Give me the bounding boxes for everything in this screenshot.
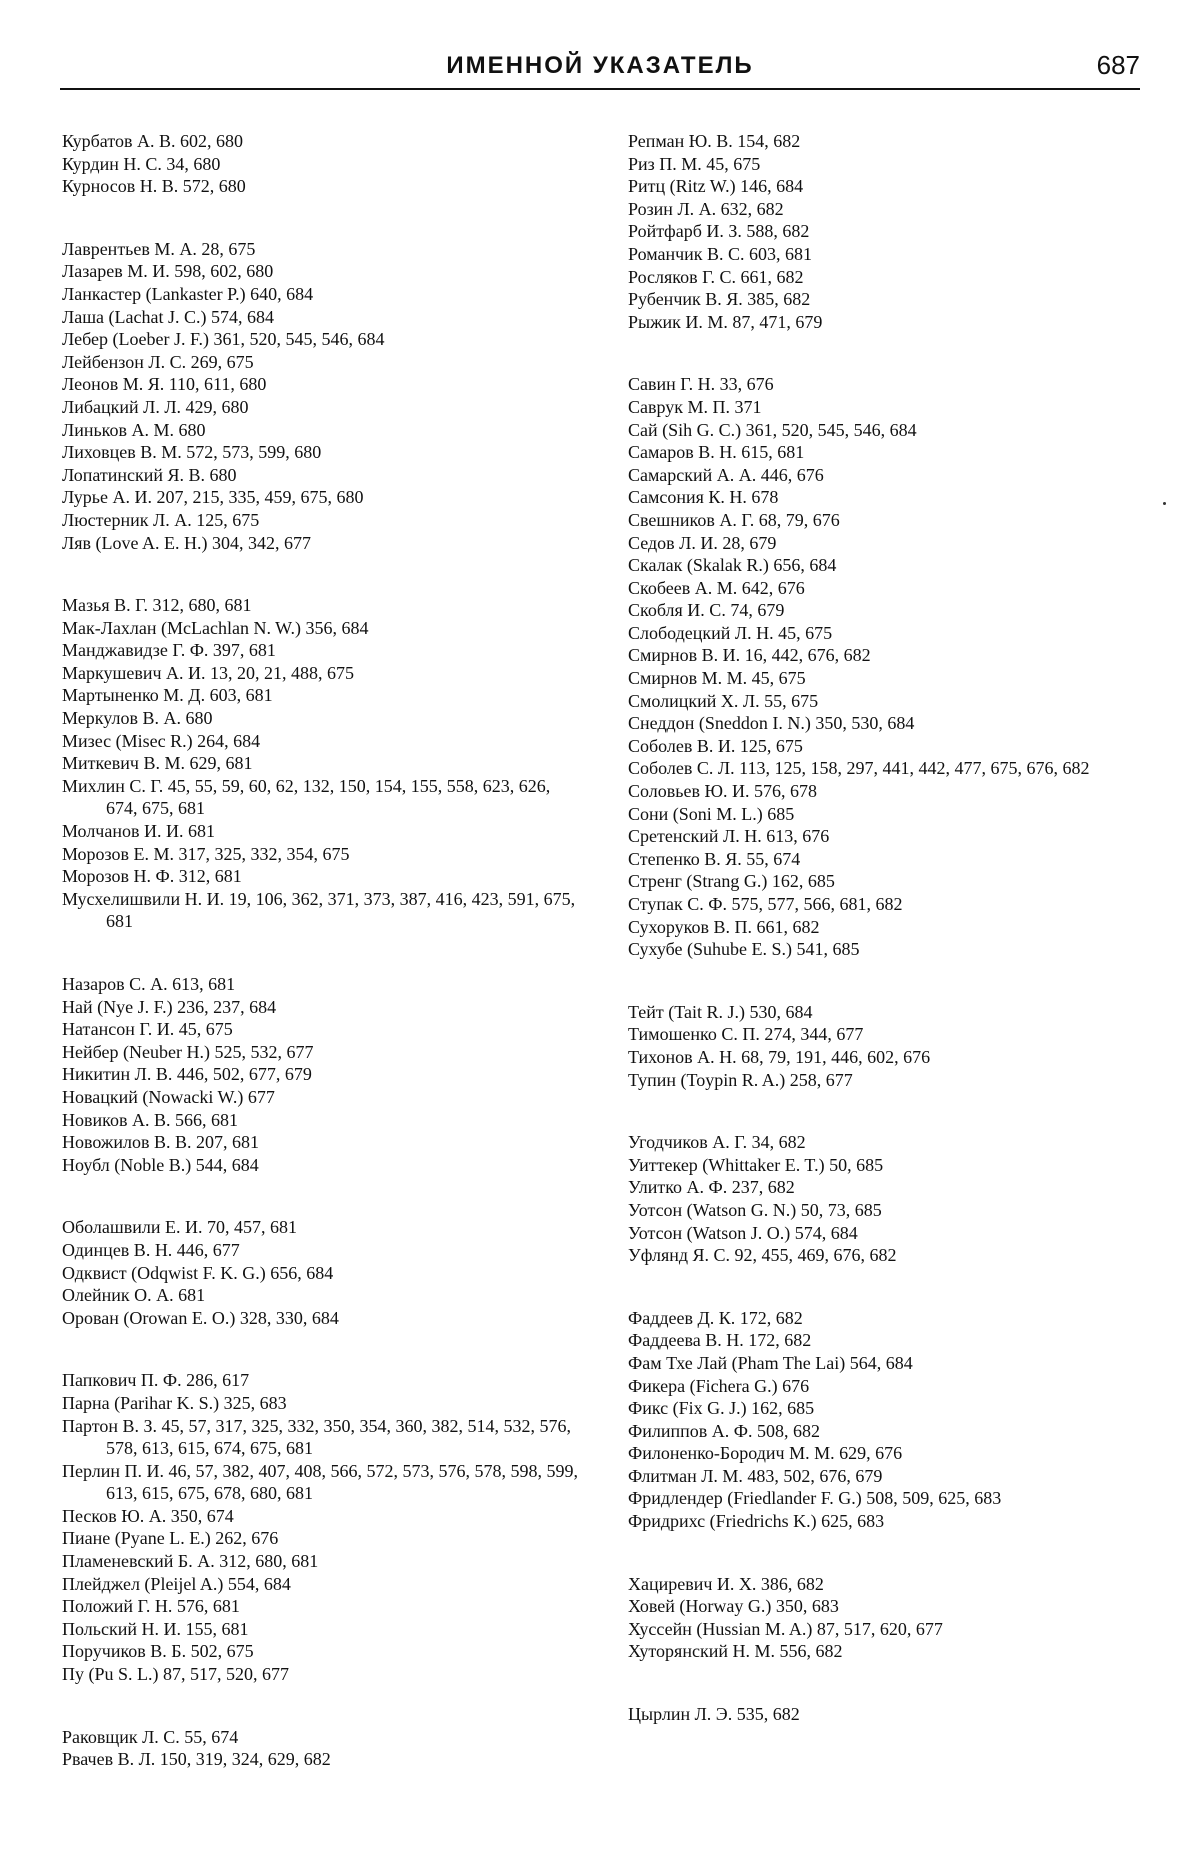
index-entry: Репман Ю. В. 154, 682 xyxy=(628,131,801,151)
index-entry: Ховей (Horway G.) 350, 683 xyxy=(628,1596,839,1617)
index-entry: Хуторянский Н. М. 556, 682 xyxy=(628,1641,843,1662)
index-entry: Либацкий Л. Л. 429, 680 xyxy=(62,396,249,417)
index-entry: Самаров В. Н. 615, 681 xyxy=(628,442,805,463)
index-entry: Одинцев В. Н. 446, 677 xyxy=(62,1239,240,1260)
letter-group xyxy=(628,130,1158,333)
index-entry: Песков Ю. А. 350, 674 xyxy=(62,1505,234,1526)
index-entry: Линьков А. М. 680 xyxy=(62,419,206,440)
index-entry: Меркулов В. А. 680 xyxy=(62,708,213,729)
index-entry: Курбатов А. В. 602, 680 xyxy=(62,131,243,151)
index-entry: Ноубл (Noble B.) 544, 684 xyxy=(62,1154,259,1175)
index-entry: Снеддон (Sneddon I. N.) 350, 530, 684 xyxy=(628,713,915,734)
index-entry: Хуссейн (Hussian M. A.) 87, 517, 620, 677 xyxy=(628,1618,943,1639)
index-entry: Степенко В. Я. 55, 674 xyxy=(628,848,801,869)
index-entry: Мартыненко М. Д. 603, 681 xyxy=(62,685,273,706)
index-entry: Назаров С. А. 613, 681 xyxy=(62,974,236,994)
index-entry: Перлин П. И. 46, 57, 382, 407, 408, 566, 572, 573, 576, 578, 598, 599, 613, 615, 675, 678, 680, 681 xyxy=(62,1460,578,1504)
index-entry: Лейбензон Л. С. 269, 675 xyxy=(62,351,254,372)
index-entry: Партон В. З. 45, 57, 317, 325, 332, 350, 354, 360, 382, 514, 532, 576, 578, 613, 615, 674, 675, 681 xyxy=(62,1415,572,1459)
index-entry: Пламеневский Б. А. 312, 680, 681 xyxy=(62,1551,319,1572)
letter-group xyxy=(628,1131,1158,1267)
index-entry: Скобеев А. М. 642, 676 xyxy=(628,577,805,598)
index-entry: Сретенский Л. Н. 613, 676 xyxy=(628,826,830,847)
index-entry: Тихонов А. Н. 68, 79, 191, 446, 602, 676 xyxy=(628,1046,931,1067)
index-entry: Рвачев В. Л. 150, 319, 324, 629, 682 xyxy=(62,1749,331,1770)
index-entry: Ляв (Love A. E. H.) 304, 342, 677 xyxy=(62,532,311,553)
index-entry: Мазья В. Г. 312, 680, 681 xyxy=(62,595,252,616)
index-entry: Флитман Л. М. 483, 502, 676, 679 xyxy=(628,1465,883,1486)
index-entry: Самсония К. Н. 678 xyxy=(628,487,779,508)
index-entry: Романчик В. С. 603, 681 xyxy=(628,243,813,264)
index-entry: Седов Л. И. 28, 679 xyxy=(628,532,777,553)
index-entry: Маркушевич А. И. 13, 20, 21, 488, 675 xyxy=(62,662,355,683)
index-entry: Смирнов В. И. 16, 442, 676, 682 xyxy=(628,645,871,666)
index-entry: Пу (Pu S. L.) 87, 517, 520, 677 xyxy=(62,1664,290,1685)
index-entry: Скобля И. С. 74, 679 xyxy=(628,600,785,621)
index-entry: Рыжик И. М. 87, 471, 679 xyxy=(628,311,823,332)
letter-group xyxy=(62,1726,582,1771)
index-entry: Розин Л. А. 632, 682 xyxy=(628,198,784,219)
index-entry: Ройтфарб И. З. 588, 682 xyxy=(628,221,810,242)
index-entry: Смолицкий Х. Л. 55, 675 xyxy=(628,690,819,711)
letter-group xyxy=(628,1703,1158,1726)
letter-group xyxy=(62,1216,582,1329)
index-entry: Филоненко-Бородич М. М. 629, 676 xyxy=(628,1443,903,1464)
index-entry: Тупин (Toypin R. A.) 258, 677 xyxy=(628,1069,853,1090)
index-entry: Морозов Е. М. 317, 325, 332, 354, 675 xyxy=(62,843,350,864)
index-entry: Лиховцев В. М. 572, 573, 599, 680 xyxy=(62,442,322,463)
page-number: 687 xyxy=(1096,50,1140,80)
index-entry: Миткевич В. М. 629, 681 xyxy=(62,753,253,774)
index-entry: Оболашвили Е. И. 70, 457, 681 xyxy=(62,1217,297,1238)
index-entry: Лаша (Lachat J. C.) 574, 684 xyxy=(62,306,275,327)
index-entry: Фридлендер (Friedlander F. G.) 508, 509, 625, 683 xyxy=(628,1488,1002,1509)
index-entry: Цырлин Л. Э. 535, 682 xyxy=(628,1704,800,1725)
letter-group xyxy=(62,594,582,933)
index-entry: Най (Nye J. F.) 236, 237, 684 xyxy=(62,996,277,1017)
index-entry: Скалак (Skalak R.) 656, 684 xyxy=(628,555,837,576)
index-entry: Самарский А. А. 446, 676 xyxy=(628,464,824,485)
index-entry: Положий Г. Н. 576, 681 xyxy=(62,1596,240,1617)
index-entry: Смирнов М. М. 45, 675 xyxy=(628,668,806,689)
letter-group xyxy=(62,130,582,198)
index-entry: Слободецкий Л. Н. 45, 675 xyxy=(628,622,833,643)
index-entry: Соболев С. Л. 113, 125, 158, 297, 441, 442, 477, 675, 676, 682 xyxy=(628,758,1090,779)
print-speck xyxy=(1163,502,1166,505)
index-entry: Ритц (Ritz W.) 146, 684 xyxy=(628,176,804,197)
index-entry: Новожилов В. В. 207, 681 xyxy=(62,1132,259,1153)
letter-group xyxy=(628,1307,1158,1533)
index-entry: Фам Тхе Лай (Pham The Lai) 564, 684 xyxy=(628,1352,913,1373)
letter-group xyxy=(62,1369,582,1685)
index-entry: Уиттекер (Whittaker E. T.) 50, 685 xyxy=(628,1154,884,1175)
index-entry: Польский Н. И. 155, 681 xyxy=(62,1618,249,1639)
index-entry: Лопатинский Я. В. 680 xyxy=(62,464,237,485)
right-column xyxy=(628,130,1158,1766)
index-entry: Сухоруков В. П. 661, 682 xyxy=(628,916,820,937)
index-entry: Одквист (Odqwist F. K. G.) 656, 684 xyxy=(62,1262,334,1283)
header-rule xyxy=(60,88,1140,90)
letter-group xyxy=(628,373,1158,960)
letter-group xyxy=(628,1573,1158,1663)
index-entry: Улитко А. Ф. 237, 682 xyxy=(628,1177,795,1198)
index-entry: Курносов Н. В. 572, 680 xyxy=(62,176,246,197)
index-entry: Мусхелишвили Н. И. 19, 106, 362, 371, 373, 387, 416, 423, 591, 675, 681 xyxy=(62,888,576,932)
index-entry: Росляков Г. С. 661, 682 xyxy=(628,266,804,287)
index-entry: Люстерник Л. А. 125, 675 xyxy=(62,509,260,530)
index-entry: Уфлянд Я. С. 92, 455, 469, 676, 682 xyxy=(628,1245,897,1266)
index-entry: Тимошенко С. П. 274, 344, 677 xyxy=(628,1024,864,1045)
letter-group xyxy=(62,238,582,554)
index-entry: Риз П. М. 45, 675 xyxy=(628,153,761,174)
index-entry: Соловьев Ю. И. 576, 678 xyxy=(628,781,817,802)
index-entry: Лазарев М. И. 598, 602, 680 xyxy=(62,261,274,282)
index-entry: Саврук М. П. 371 xyxy=(628,396,762,417)
header-title: ИМЕННОЙ УКАЗАТЕЛЬ xyxy=(446,52,754,79)
index-entry: Угодчиков А. Г. 34, 682 xyxy=(628,1132,806,1153)
index-entry: Филиппов А. Ф. 508, 682 xyxy=(628,1420,820,1441)
index-entry: Парна (Parihar K. S.) 325, 683 xyxy=(62,1392,287,1413)
index-entry: Нейбер (Neuber H.) 525, 532, 677 xyxy=(62,1041,314,1062)
index-entry: Свешников А. Г. 68, 79, 676 xyxy=(628,509,840,530)
letter-group xyxy=(62,973,582,1176)
index-entry: Тейт (Tait R. J.) 530, 684 xyxy=(628,1001,813,1022)
index-entry: Сони (Soni M. L.) 685 xyxy=(628,803,795,824)
index-entry: Стренг (Strang G.) 162, 685 xyxy=(628,871,835,892)
index-entry: Лаврентьев М. А. 28, 675 xyxy=(62,238,256,259)
index-entry: Хациревич И. Х. 386, 682 xyxy=(628,1573,824,1594)
index-entry: Ланкастер (Lankaster P.) 640, 684 xyxy=(62,283,314,304)
index-entry: Савин Г. Н. 33, 676 xyxy=(628,374,774,395)
index-entry: Мизес (Misec R.) 264, 684 xyxy=(62,730,261,751)
index-entry: Пиане (Pyane L. E.) 262, 676 xyxy=(62,1528,279,1549)
index-entry: Фикс (Fix G. J.) 162, 685 xyxy=(628,1398,815,1419)
index-entry: Соболев В. И. 125, 675 xyxy=(628,735,803,756)
index-entry: Ступак С. Ф. 575, 577, 566, 681, 682 xyxy=(628,894,903,914)
index-entry: Сай (Sih G. C.) 361, 520, 545, 546, 684 xyxy=(628,419,917,440)
index-entry: Папкович П. Ф. 286, 617 xyxy=(62,1370,250,1391)
running-header xyxy=(60,52,1140,92)
index-entry: Новацкий (Nowacki W.) 677 xyxy=(62,1086,275,1107)
index-entry: Натансон Г. И. 45, 675 xyxy=(62,1019,233,1040)
index-entry: Уотсон (Watson J. O.) 574, 684 xyxy=(628,1222,858,1243)
index-entry: Фридрихс (Friedrichs K.) 625, 683 xyxy=(628,1511,885,1532)
index-entry: Манджавидзе Г. Ф. 397, 681 xyxy=(62,640,276,661)
index-entry: Рубенчик В. Я. 385, 682 xyxy=(628,289,811,310)
index-entry: Фаддеева В. Н. 172, 682 xyxy=(628,1330,812,1351)
index-entry: Мак-Лахлан (McLachlan N. W.) 356, 684 xyxy=(62,617,369,638)
index-entry: Молчанов И. И. 681 xyxy=(62,821,215,842)
index-entry: Орован (Orowan E. O.) 328, 330, 684 xyxy=(62,1307,339,1328)
index-entry: Леонов М. Я. 110, 611, 680 xyxy=(62,374,267,395)
index-entry: Плейджел (Pleijel A.) 554, 684 xyxy=(62,1573,291,1594)
index-entry: Лебер (Loeber J. F.) 361, 520, 545, 546, 684 xyxy=(62,329,385,350)
index-entry: Олейник О. А. 681 xyxy=(62,1285,206,1306)
index-entry: Поручиков В. Б. 502, 675 xyxy=(62,1641,254,1662)
index-entry: Фикера (Fichera G.) 676 xyxy=(628,1375,810,1396)
left-column xyxy=(62,130,582,1811)
index-entry: Морозов Н. Ф. 312, 681 xyxy=(62,866,242,887)
index-entry: Сухубе (Suhube E. S.) 541, 685 xyxy=(628,939,860,960)
letter-group xyxy=(628,1001,1158,1091)
index-entry: Никитин Л. В. 446, 502, 677, 679 xyxy=(62,1064,312,1085)
index-entry: Лурье А. И. 207, 215, 335, 459, 675, 680 xyxy=(62,487,364,508)
index-entry: Новиков А. В. 566, 681 xyxy=(62,1109,238,1130)
index-entry: Уотсон (Watson G. N.) 50, 73, 685 xyxy=(628,1199,882,1220)
index-entry: Раковщик Л. С. 55, 674 xyxy=(62,1726,239,1747)
index-entry: Михлин С. Г. 45, 55, 59, 60, 62, 132, 150, 154, 155, 558, 623, 626, 674, 675, 681 xyxy=(62,775,551,819)
index-entry: Фаддеев Д. К. 172, 682 xyxy=(628,1307,803,1328)
index-entry: Курдин Н. С. 34, 680 xyxy=(62,153,221,174)
